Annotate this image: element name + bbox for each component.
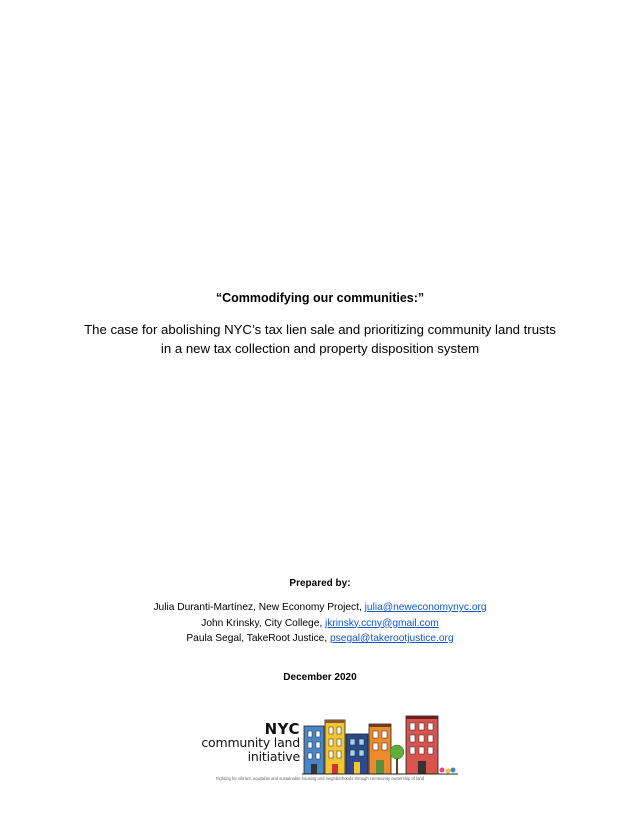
document-date: December 2020 [283, 672, 357, 683]
logo-initiative-text: initiative [247, 749, 300, 764]
prepared-by-label: Prepared by: [289, 578, 351, 589]
author-email-link[interactable]: psegal@takerootjustice.org [330, 633, 454, 644]
nyc-community-land-initiative-logo [180, 712, 460, 784]
logo-nyc-text: NYC [264, 720, 300, 738]
subtitle-line-1: The case for abolishing NYC’s tax lien sale and prioritizing community land trusts [84, 322, 556, 337]
subtitle-line-2: in a new tax collection and property disposition system [160, 341, 480, 356]
logo-tagline: Fighting for vibrant, equitable and sustainable housing and neighborhoods through community ownership of land [215, 776, 425, 781]
author-list [0, 600, 640, 647]
logo-wordmark [180, 722, 300, 764]
author-line [0, 616, 640, 632]
author-name: Paula Segal, TakeRoot Justice, [186, 633, 331, 644]
author-email-link[interactable]: julia@neweconomynyc.org [364, 602, 487, 613]
logo-community-land-text: community land [201, 735, 300, 750]
author-name: Julia Duranti-Martínez, New Economy Project, [153, 602, 365, 613]
buildings-illustration-icon [302, 712, 458, 776]
document-subtitle [40, 320, 600, 358]
document-title: “Commodifying our communities:” [215, 291, 425, 305]
author-line [0, 600, 640, 616]
author-line [0, 631, 640, 647]
author-email-link[interactable]: jkrinsky.ccny@gmail.com [325, 617, 439, 629]
author-name: John Krinsky, City College, [201, 617, 326, 629]
